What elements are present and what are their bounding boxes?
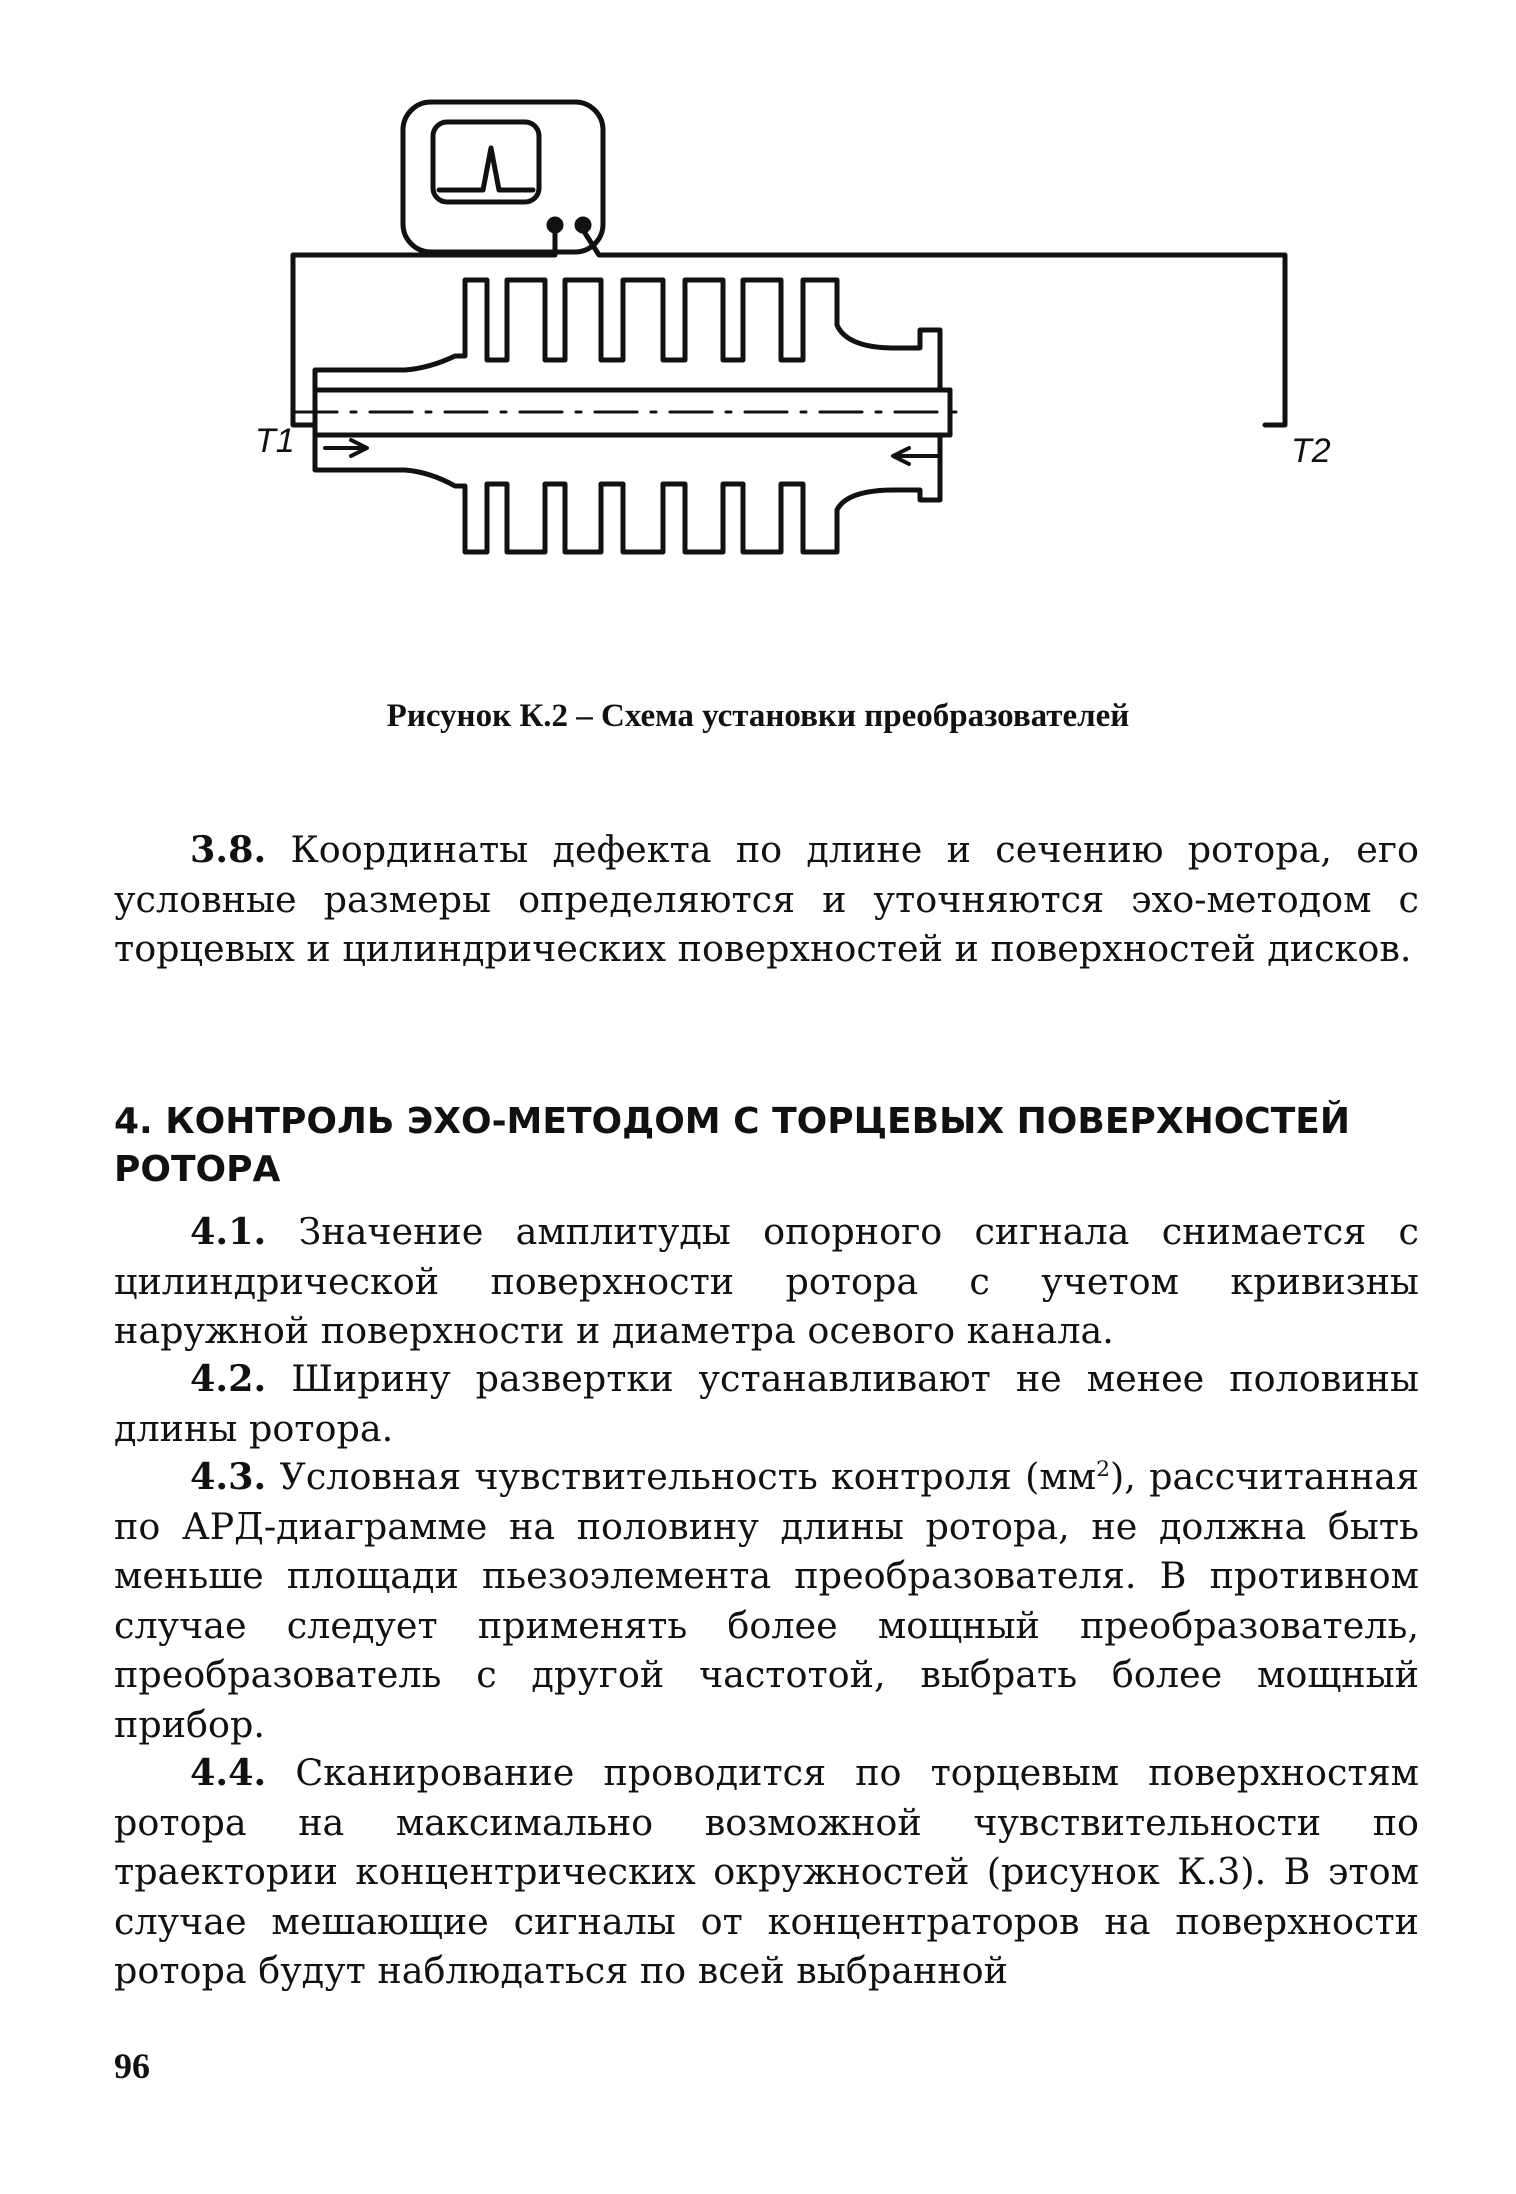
rotor-profile-bottom: [315, 435, 950, 552]
superscript: 2: [1096, 1456, 1111, 1482]
paragraph-4-2: [114, 1354, 1419, 1453]
paragraph-text: Значение амплитуды опорного сигнала снимается с цилиндрической поверхности ротора с учетом кривизны наружной поверхности и диаметра осевого канала.: [114, 1210, 1419, 1352]
paragraph-number: 4.4.: [190, 1751, 267, 1794]
paragraph-text: Ширину развертки устанавливают не менее половины длины ротора.: [114, 1357, 1419, 1450]
paragraph-4-4: [114, 1748, 1419, 1996]
paragraph-text-end: ), рассчитанная по АРД-диаграмме на половину длины ротора, не должна быть меньше площади пьезоэлемента преобразователя. В противном случае следует применять более мощный преобразователь, преобразователь с другой частотой, выбрать более мощный прибор.: [114, 1455, 1420, 1746]
page-number: 96: [114, 2046, 150, 2086]
paragraph-number: 4.1.: [190, 1210, 267, 1253]
paragraph-number: 4.2.: [190, 1357, 267, 1400]
beam-arrow-left: [325, 440, 367, 456]
paragraph-3-8: [114, 825, 1419, 974]
label-t1: T1: [255, 422, 295, 460]
screen-echo-pulse: [439, 148, 533, 190]
paragraph-4-1: [114, 1207, 1419, 1356]
beam-arrow-right: [893, 448, 940, 464]
paragraph-text: Сканирование проводится по торцевым поверхностям ротора на максимально возможной чувствительности по траектории концентрических окружностей (рисунок К.3). В этом случае мешающие сигналы от концентраторов на поверхности ротора будут наблюдаться по всей выбранной: [114, 1751, 1420, 1992]
paragraph-text-start: Условная чувствительность контроля (мм: [279, 1455, 1097, 1498]
label-t2: T2: [1291, 432, 1331, 470]
paragraph-4-3: [114, 1452, 1419, 1749]
paragraph-number: 3.8.: [190, 828, 267, 871]
paragraph-text: Координаты дефекта по длине и сечению ротора, его условные размеры определяются и уточняются эхо-методом с торцевых и цилиндрических поверхностей и поверхностей дисков.: [114, 828, 1420, 970]
paragraph-number: 4.3.: [190, 1455, 267, 1498]
section-heading: 4. КОНТРОЛЬ ЭХО-МЕТОДОМ С ТОРЦЕВЫХ ПОВЕРХНОСТЕЙ РОТОРА: [114, 1101, 1351, 1190]
rotor-profile-top: [315, 280, 950, 440]
figure-caption: Рисунок К.2 – Схема установки преобразователей: [386, 698, 1130, 734]
cable-left: [293, 230, 555, 425]
transducer-setup-diagram: [255, 90, 1335, 650]
